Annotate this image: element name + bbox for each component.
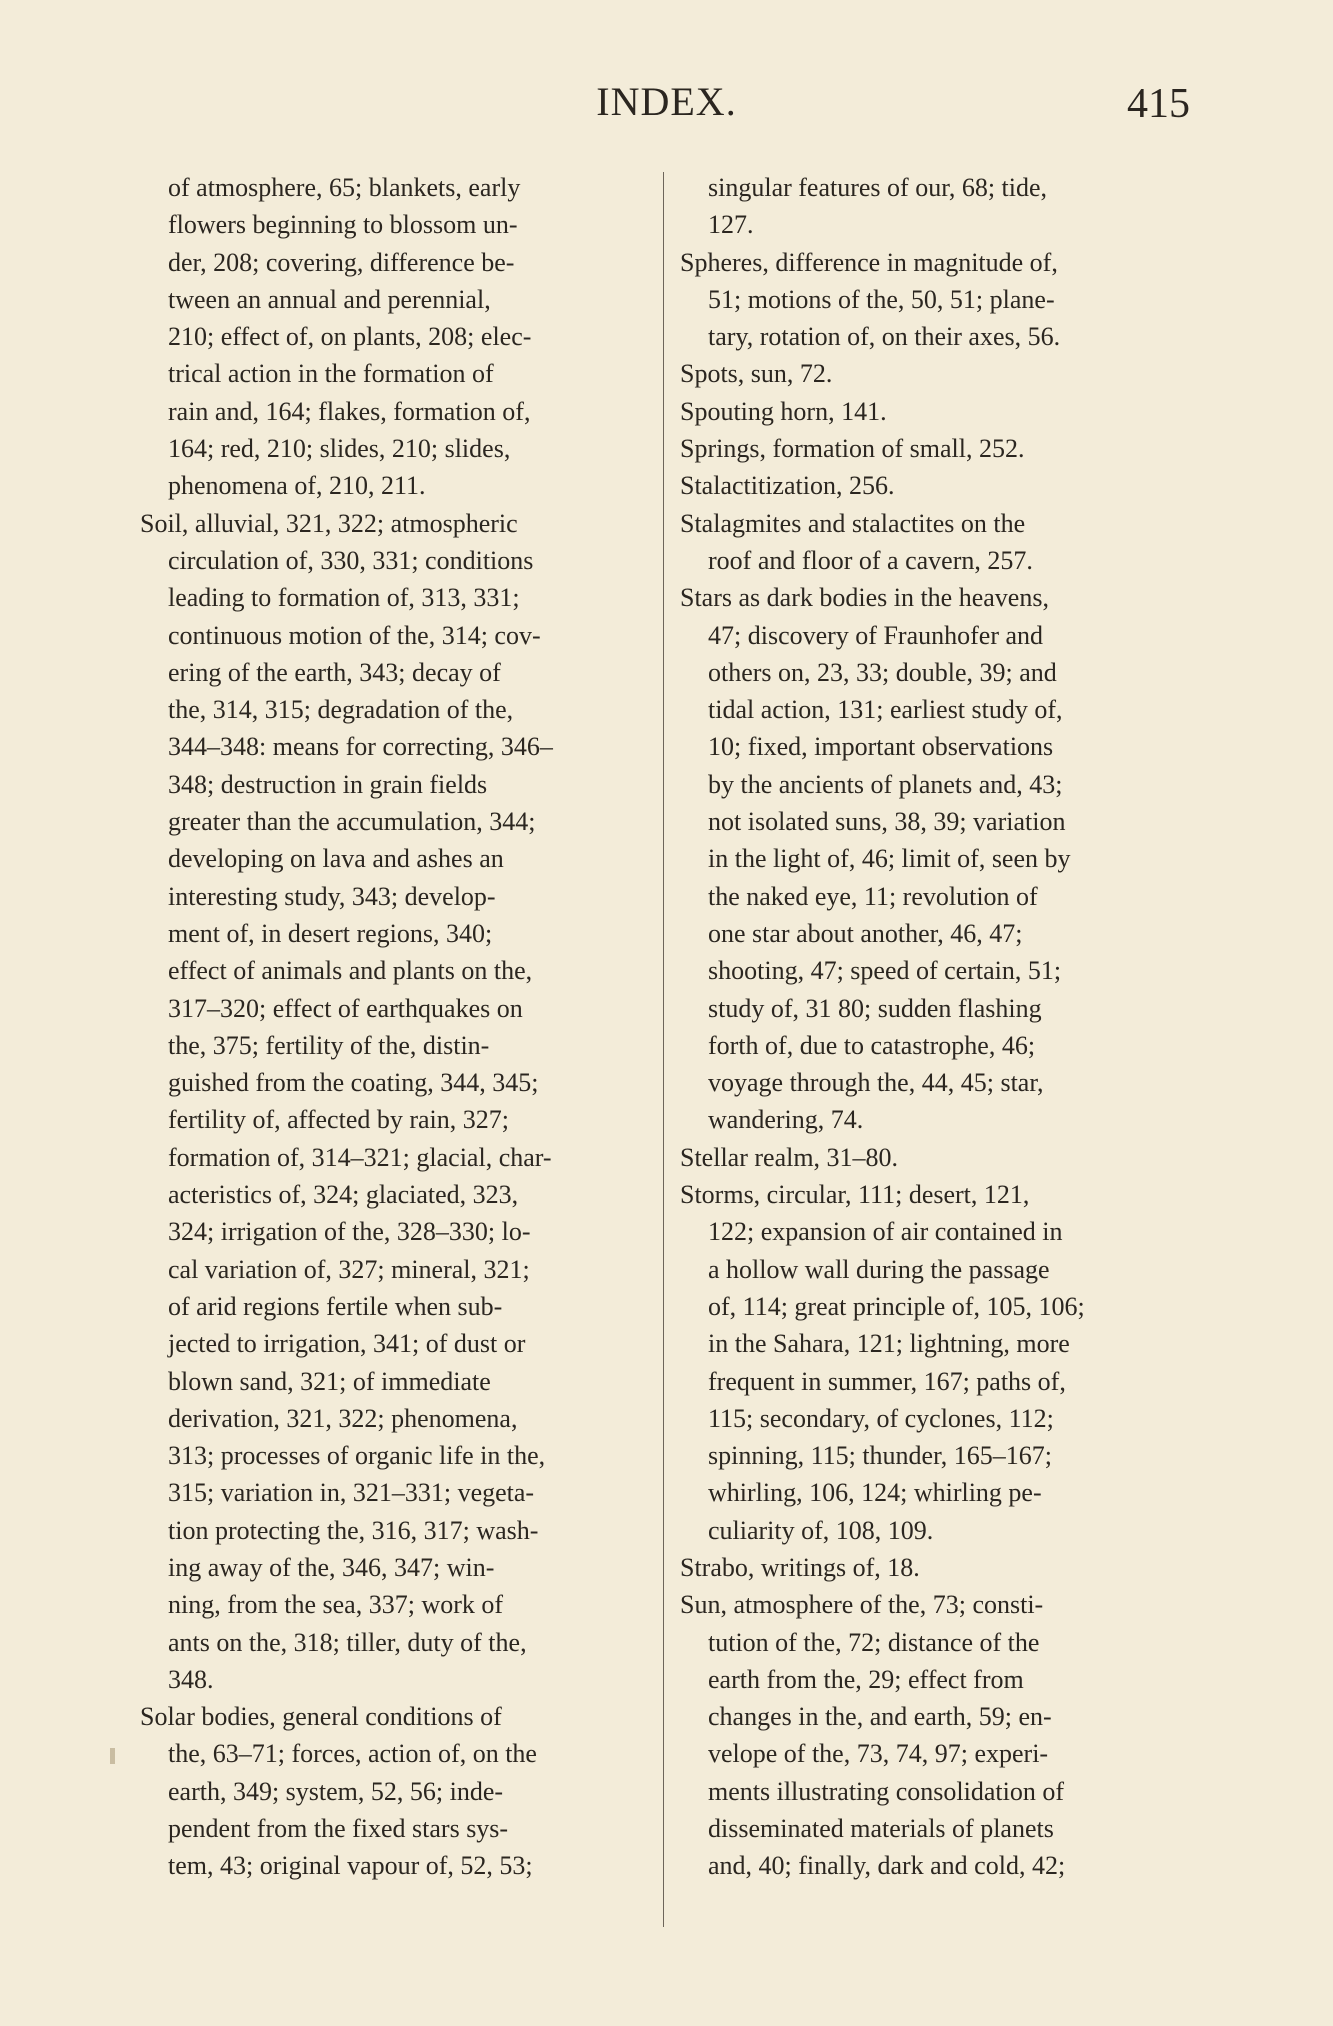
page-blemish <box>110 1748 115 1764</box>
index-entry-spheres: Spheres, difference in magnitude of, 51; motions of the, 50, 51; plane- tary, rotation of, on their axes, 56. <box>680 247 1061 352</box>
index-entry-storms: Storms, circular, 111; desert, 121, 122; expansion of air contained in a hollow wall during the passage of, 114; great principle of, 105, 106; in the Sahara, 121; lightning, more frequent in summer, 167; paths of, 115; secondary, of cyclones, 112; spinning, 115; thunder, 165–167; whirling, 106, 124; whirling pe- culiarity of, 108, 109. <box>680 1180 1085 1545</box>
index-entry-strabo: Strabo, writings of, 18. <box>680 1552 920 1582</box>
index-entry-stellar-realm: Stellar realm, 31–80. <box>680 1142 899 1172</box>
index-entry-spots: Spots, sun, 72. <box>680 359 833 389</box>
index-entry-stalactitization: Stalactitization, 256. <box>680 471 895 501</box>
index-entry-sun: Sun, atmosphere of the, 73; consti- tution of the, 72; distance of the earth from the, 29; effect from changes in the, and earth, 59; en- velope of the, 73, 74, 97; experi- ments illustrating consolidation of disseminated materials of planets and, 40; finally, dark and cold, 42; <box>680 1590 1066 1881</box>
index-entry-stalagmites: Stalagmites and stalactites on the roof and floor of a cavern, 257. <box>680 508 1033 575</box>
index-column-left <box>140 169 647 1885</box>
index-column-right <box>680 169 1188 1885</box>
index-entry-stars: Stars as dark bodies in the heavens, 47; discovery of Fraunhofer and others on, 23, 33; double, 39; and tidal action, 131; earliest study of, 10; fixed, important observations by the ancients of planets and, 43; not isolated suns, 38, 39; variation in the light of, 46; limit of, seen by the naked eye, 11; revolution of one star about another, 46, 47; shooting, 47; speed of certain, 51; study of, 31 80; sudden flashing forth of, due to catastrophe, 46; voyage through the, 44, 45; star, wandering, 74. <box>680 583 1071 1135</box>
index-entry-continuation: singular features of our, 68; tide, 127. <box>708 173 1048 240</box>
running-header-title: INDEX. <box>596 79 737 124</box>
index-entry-solar: Solar bodies, general conditions of the, 63–71; forces, action of, on the earth, 349; system, 52, 56; inde- pendent from the fixed stars sys- tem, 43; original vapour of, 52, 53; <box>140 1702 537 1881</box>
index-entry-soil: Soil, alluvial, 321, 322; atmospheric circulation of, 330, 331; conditions leading to formation of, 313, 331; continuous motion of the, 314; cov- ering of the earth, 343; decay of the, 314, 315; degradation of the, 344–348: means for correcting, 346– 348; destruction in grain fields greater than the accumulation, 344; developing on lava and ashes an interesting study, 343; develop- ment of, in desert regions, 340; effect of animals and plants on the, 317–320; effect of earthquakes on the, 375; fertility of the, distin- guished from the coating, 344, 345; fertility of, affected by rain, 327; formation of, 314–321; glacial, char- acteristics of, 324; glaciated, 323, 324; irrigation of the, 328–330; lo- cal variation of, 327; mineral, 321; of arid regions fertile when sub- jected to irrigation, 341; of dust or blown sand, 321; of immediate derivation, 321, 322; phenomena, 313; processes of organic life in the, 315; variation in, 321–331; vegeta- tion protecting the, 316, 317; wash- ing away of the, 346, 347; win- ning, from the sea, 337; work of ants on the, 318; tiller, duty of the, 348. <box>140 508 553 1694</box>
index-entry-continuation: of atmosphere, 65; blankets, early flowers beginning to blossom un- der, 208; covering, difference be- tween an annual and perennial, 210; effect of, on plants, 208; elec- trical action in the formation of rain and, 164; flakes, formation of, 164; red, 210; slides, 210; slides, phenomena of, 210, 211. <box>168 173 532 501</box>
page-number: 415 <box>1127 81 1190 127</box>
index-entry-springs: Springs, formation of small, 252. <box>680 434 1025 464</box>
column-divider <box>663 172 664 1927</box>
index-entry-spouting-horn: Spouting horn, 141. <box>680 396 887 426</box>
